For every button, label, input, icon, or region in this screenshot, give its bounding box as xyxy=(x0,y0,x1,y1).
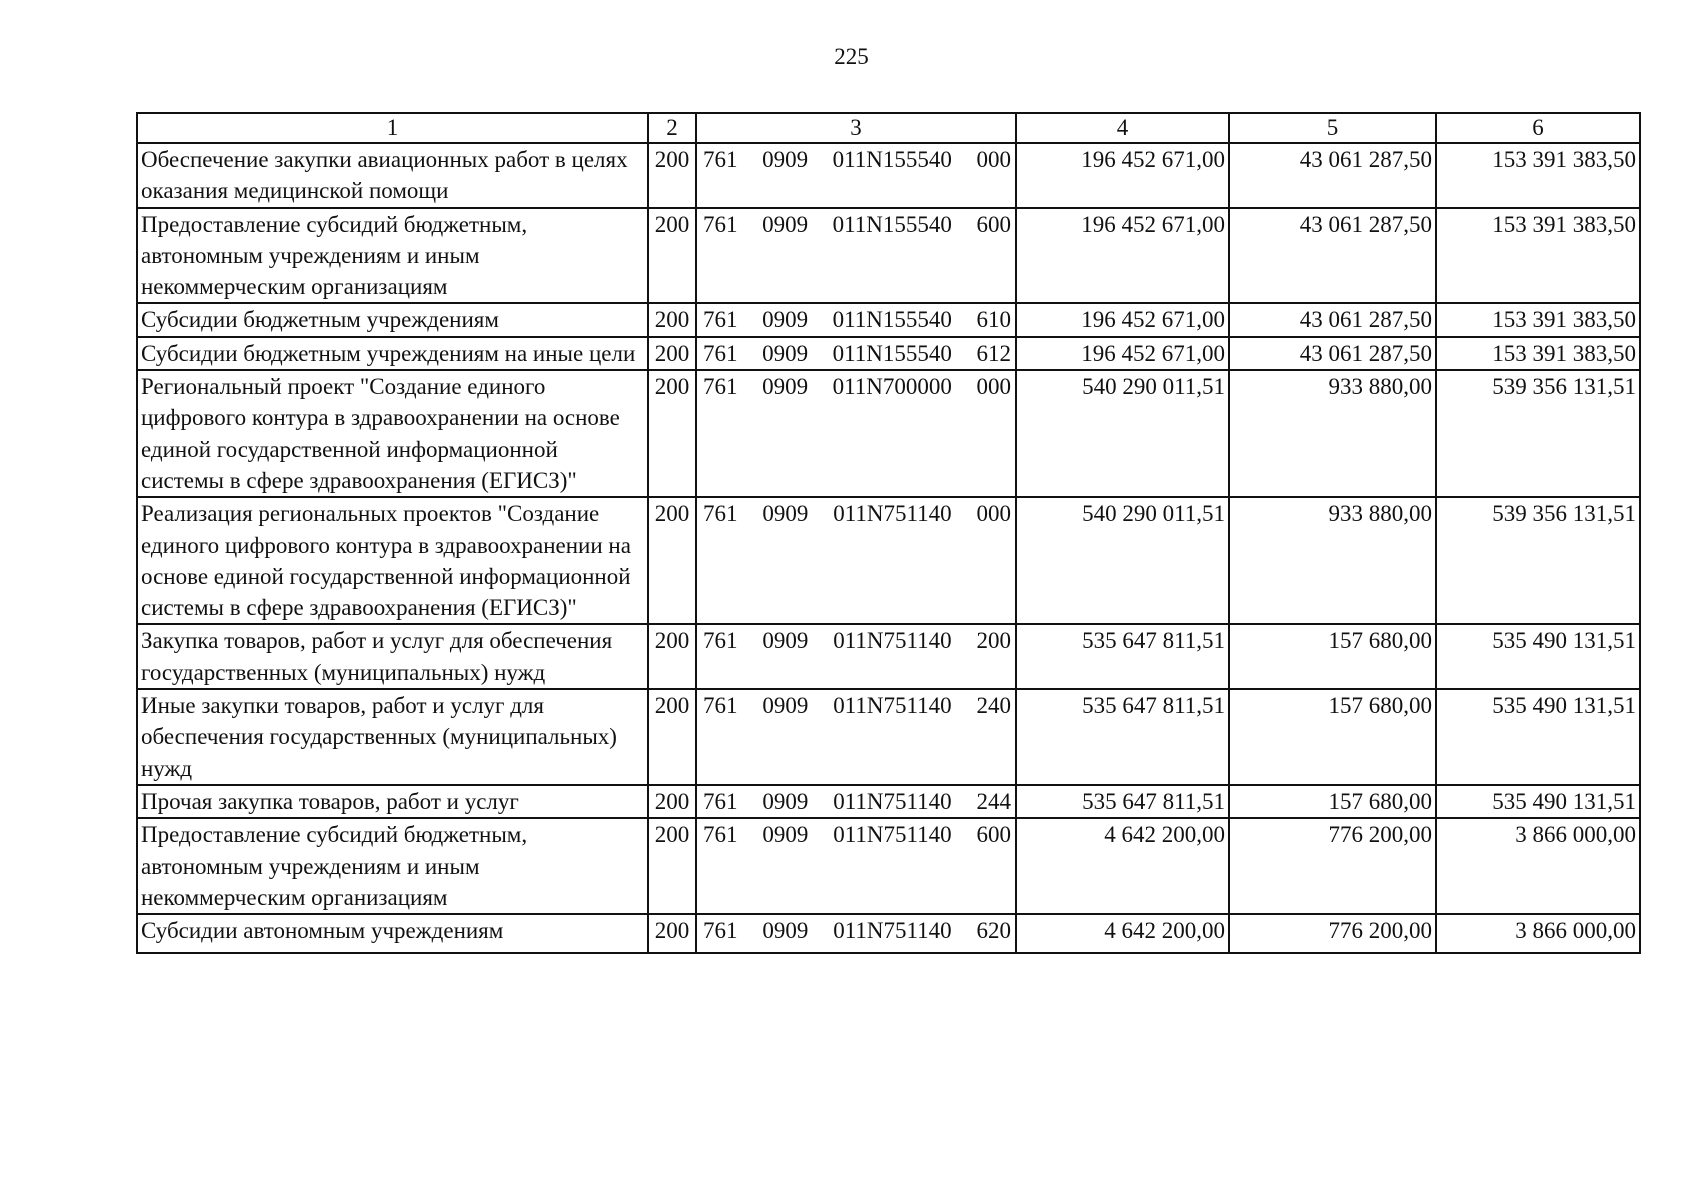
table-row xyxy=(137,818,1640,914)
row-code: 200 xyxy=(648,914,696,953)
row-amount-5: 157 680,00 xyxy=(1229,785,1436,818)
grbs-code: 761 xyxy=(703,147,738,172)
table-row xyxy=(137,785,1640,818)
grbs-code: 761 xyxy=(703,693,738,719)
row-amount-6: 535 490 131,51 xyxy=(1436,624,1640,689)
row-name: Обеспечение закупки авиационных работ в целях оказания медицинской помощи xyxy=(137,143,648,208)
row-code: 200 xyxy=(648,785,696,818)
grbs-code: 761 xyxy=(703,340,738,366)
expense-type-code: 000 xyxy=(976,147,1011,172)
row-amount-5: 43 061 287,50 xyxy=(1229,303,1436,336)
row-amount-6: 539 356 131,51 xyxy=(1436,497,1640,624)
row-classification xyxy=(696,303,1016,336)
row-amount-6: 535 490 131,51 xyxy=(1436,785,1640,818)
page-number: 225 xyxy=(834,44,869,69)
target-article-code: 011N155540 xyxy=(832,147,952,172)
target-article-code: 011N155540 xyxy=(832,307,952,333)
table-row xyxy=(137,624,1640,689)
row-code: 200 xyxy=(648,497,696,624)
row-amount-4: 535 647 811,51 xyxy=(1016,689,1229,785)
row-classification xyxy=(696,497,1016,624)
row-amount-4: 4 642 200,00 xyxy=(1016,914,1229,953)
row-name: Региональный проект "Создание единого цифрового контура в здравоохранении на основе единой государственной информационной системы в сфере здравоохранения (ЕГИСЗ)" xyxy=(137,370,648,497)
expense-type-code: 610 xyxy=(976,307,1011,333)
row-classification xyxy=(696,689,1016,785)
grbs-code: 761 xyxy=(703,788,738,814)
row-amount-5: 43 061 287,50 xyxy=(1229,143,1436,208)
table-row xyxy=(137,370,1640,497)
target-article-code: 011N751140 xyxy=(833,501,952,527)
expense-type-code: 612 xyxy=(976,340,1011,366)
header-col-1: 1 xyxy=(137,113,648,143)
row-classification xyxy=(696,914,1016,953)
row-amount-4: 535 647 811,51 xyxy=(1016,624,1229,689)
section-code: 0909 xyxy=(762,822,809,848)
row-classification xyxy=(696,208,1016,304)
row-amount-4: 196 452 671,00 xyxy=(1016,208,1229,304)
section-code: 0909 xyxy=(762,788,809,814)
row-name: Предоставление субсидий бюджетным, автономным учреждениям и иным некоммерческим организациям xyxy=(137,818,648,914)
table-header-row xyxy=(137,113,1640,143)
expense-type-code: 200 xyxy=(976,628,1011,654)
row-amount-6: 3 866 000,00 xyxy=(1436,818,1640,914)
target-article-code: 011N700000 xyxy=(832,374,952,400)
row-name: Реализация региональных проектов "Создание единого цифрового контура в здравоохранении на основе единой государственной информационной системы в сфере здравоохранения (ЕГИСЗ)" xyxy=(137,497,648,624)
row-classification xyxy=(696,370,1016,497)
row-amount-6: 153 391 383,50 xyxy=(1436,208,1640,304)
expense-type-code: 240 xyxy=(976,693,1011,719)
section-code: 0909 xyxy=(762,693,809,719)
grbs-code: 761 xyxy=(703,307,738,333)
row-amount-6: 153 391 383,50 xyxy=(1436,143,1640,208)
row-classification xyxy=(696,785,1016,818)
header-col-3: 3 xyxy=(696,113,1016,143)
expense-type-code: 000 xyxy=(976,374,1011,400)
target-article-code: 011N751140 xyxy=(833,693,952,719)
row-code: 200 xyxy=(648,337,696,370)
row-amount-5: 43 061 287,50 xyxy=(1229,337,1436,370)
row-name: Закупка товаров, работ и услуг для обеспечения государственных (муниципальных) нужд xyxy=(137,624,648,689)
row-amount-4: 535 647 811,51 xyxy=(1016,785,1229,818)
expense-type-code: 600 xyxy=(976,211,1011,237)
section-code: 0909 xyxy=(762,918,809,944)
row-amount-6: 535 490 131,51 xyxy=(1436,689,1640,785)
row-amount-6: 153 391 383,50 xyxy=(1436,303,1640,336)
row-amount-4: 540 290 011,51 xyxy=(1016,497,1229,624)
row-amount-4: 540 290 011,51 xyxy=(1016,370,1229,497)
section-code: 0909 xyxy=(762,307,809,333)
section-code: 0909 xyxy=(762,628,809,654)
row-amount-5: 776 200,00 xyxy=(1229,818,1436,914)
row-classification xyxy=(696,337,1016,370)
target-article-code: 011N751140 xyxy=(833,918,952,944)
row-name: Субсидии бюджетным учреждениям xyxy=(137,303,648,336)
row-amount-6: 539 356 131,51 xyxy=(1436,370,1640,497)
expense-type-code: 000 xyxy=(976,501,1011,527)
header-col-5: 5 xyxy=(1229,113,1436,143)
header-col-6: 6 xyxy=(1436,113,1640,143)
grbs-code: 761 xyxy=(703,822,738,848)
target-article-code: 011N155540 xyxy=(832,211,952,237)
section-code: 0909 xyxy=(762,374,809,400)
row-amount-5: 933 880,00 xyxy=(1229,497,1436,624)
grbs-code: 761 xyxy=(703,211,738,237)
header-col-2: 2 xyxy=(648,113,696,143)
grbs-code: 761 xyxy=(703,628,738,654)
grbs-code: 761 xyxy=(703,501,738,527)
row-name: Предоставление субсидий бюджетным, автономным учреждениям и иным некоммерческим организациям xyxy=(137,208,648,304)
table-row xyxy=(137,914,1640,953)
row-amount-6: 153 391 383,50 xyxy=(1436,337,1640,370)
expense-type-code: 600 xyxy=(976,822,1011,848)
row-name: Субсидии бюджетным учреждениям на иные цели xyxy=(137,337,648,370)
row-code: 200 xyxy=(648,303,696,336)
row-code: 200 xyxy=(648,208,696,304)
table-row xyxy=(137,208,1640,304)
table-row xyxy=(137,303,1640,336)
row-code: 200 xyxy=(648,143,696,208)
table-row xyxy=(137,337,1640,370)
section-code: 0909 xyxy=(762,147,809,172)
table-row xyxy=(137,143,1640,208)
row-amount-4: 196 452 671,00 xyxy=(1016,143,1229,208)
target-article-code: 011N751140 xyxy=(833,628,952,654)
row-code: 200 xyxy=(648,370,696,497)
row-code: 200 xyxy=(648,818,696,914)
section-code: 0909 xyxy=(762,211,809,237)
target-article-code: 011N751140 xyxy=(833,822,952,848)
row-name: Прочая закупка товаров, работ и услуг xyxy=(137,785,648,818)
row-classification xyxy=(696,143,1016,208)
row-amount-4: 4 642 200,00 xyxy=(1016,818,1229,914)
header-col-4: 4 xyxy=(1016,113,1229,143)
row-amount-4: 196 452 671,00 xyxy=(1016,337,1229,370)
row-name: Субсидии автономным учреждениям xyxy=(137,914,648,953)
budget-table xyxy=(136,112,1641,954)
row-name: Иные закупки товаров, работ и услуг для обеспечения государственных (муниципальных) нужд xyxy=(137,689,648,785)
row-amount-4: 196 452 671,00 xyxy=(1016,303,1229,336)
table-row xyxy=(137,689,1640,785)
row-classification xyxy=(696,818,1016,914)
grbs-code: 761 xyxy=(703,374,738,400)
row-amount-5: 933 880,00 xyxy=(1229,370,1436,497)
row-amount-5: 776 200,00 xyxy=(1229,914,1436,953)
table-row xyxy=(137,497,1640,624)
row-amount-5: 157 680,00 xyxy=(1229,689,1436,785)
expense-type-code: 620 xyxy=(976,918,1011,944)
row-classification xyxy=(696,624,1016,689)
grbs-code: 761 xyxy=(703,918,738,944)
target-article-code: 011N155540 xyxy=(832,340,952,366)
section-code: 0909 xyxy=(762,501,809,527)
section-code: 0909 xyxy=(762,340,809,366)
target-article-code: 011N751140 xyxy=(833,788,952,814)
row-code: 200 xyxy=(648,624,696,689)
row-amount-5: 43 061 287,50 xyxy=(1229,208,1436,304)
row-amount-5: 157 680,00 xyxy=(1229,624,1436,689)
expense-type-code: 244 xyxy=(976,788,1011,814)
row-amount-6: 3 866 000,00 xyxy=(1436,914,1640,953)
row-code: 200 xyxy=(648,689,696,785)
